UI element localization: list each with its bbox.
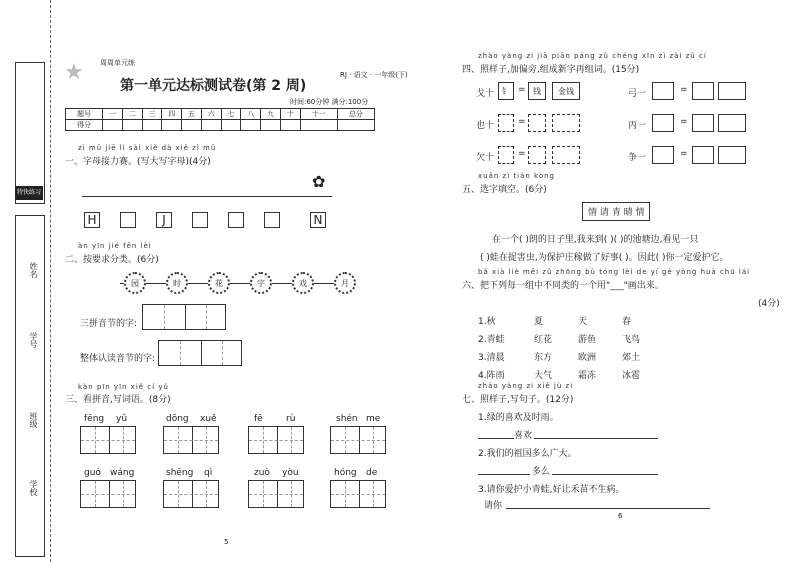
flower-rope [120, 283, 356, 284]
letter-box: J [156, 212, 172, 228]
q6-cell[interactable]: 天 [578, 317, 588, 327]
score-table: 题号 一 二 三 四 五 六 七 八 九 十 十一 总分 得分 [65, 108, 375, 131]
q4-char-box[interactable] [528, 146, 546, 164]
word-pinyin: me [366, 414, 381, 424]
q7-example: 2.我们的祖国多么广大。 [478, 449, 577, 459]
q6-cell[interactable]: 1.秋 [478, 317, 496, 327]
word-pinyin: rù [286, 414, 296, 424]
q7-text: 七、照样子,写句子。(12分) [462, 395, 574, 405]
meta-right: RJ · 语文 · 一年级(下) [340, 71, 408, 79]
word-pinyin: shén [336, 414, 358, 424]
q3-text: 三、看拼音,写词语。(8分) [65, 395, 171, 405]
equals: = [680, 117, 688, 127]
write-grid[interactable] [248, 426, 304, 454]
flower-char: 园 [124, 272, 146, 294]
q4-right-box[interactable] [692, 146, 714, 164]
q4-pinyin: zhào yàng zi jiā piān páng zǔ chéng xīn zì zài zǔ cí [478, 52, 707, 60]
q7-blank[interactable] [552, 474, 658, 475]
word-pinyin: fēng [84, 414, 105, 424]
time-score: 时间:60分钟 满分:100分 [290, 98, 369, 106]
word-pinyin: dōng [166, 414, 189, 424]
q4-radical-box[interactable] [498, 146, 514, 164]
word-pinyin: yǔ [116, 414, 128, 424]
side-label-no: 学号 [29, 332, 38, 348]
q4-row-a: 也十 [476, 121, 495, 131]
q3-pinyin: kàn pīn yīn xiě cí yǔ [78, 383, 169, 391]
q4-radical-box: 钅 [498, 82, 514, 100]
q4-text: 四、照样子,加偏旁,组成新字再组词。(15分) [462, 65, 640, 75]
q7-fill-word: 多么 [532, 467, 551, 477]
q5-pinyin: xuǎn zì tián kòng [478, 172, 555, 180]
equals: = [680, 149, 688, 159]
q2-label-b: 整体认读音节的字: [80, 354, 156, 364]
q7-blank[interactable] [506, 508, 710, 509]
page-number-left: 5 [224, 538, 229, 546]
q7-pinyin: zhào yàng zi xiě jù zi [478, 382, 574, 390]
flower-char: 月 [334, 272, 356, 294]
binding-strip [15, 62, 45, 204]
q7-blank[interactable] [534, 438, 658, 439]
letter-box[interactable] [120, 212, 136, 228]
q4-right-row: 丙一 [628, 121, 647, 131]
q6-cell[interactable]: 欧洲 [578, 353, 597, 363]
q6-cell[interactable]: 东方 [534, 353, 553, 363]
q2-label-a: 三拼音节的字: [80, 319, 138, 329]
flower-decor: ✿ [312, 172, 326, 191]
q4-right-word[interactable] [718, 146, 746, 164]
write-grid[interactable] [80, 426, 136, 454]
q5-text: 五、选字填空。(6分) [462, 185, 547, 195]
word-pinyin: yòu [282, 468, 299, 478]
q6-pinyin: bǎ xià liè měi zǔ zhōng bù tóng lèi de yí gè yòng huà chū lái [478, 268, 751, 276]
word-pinyin: wáng [110, 468, 135, 478]
q7-example: 1.绿的喜欢及时雨。 [478, 413, 559, 423]
header-tag: 周周单元练 [100, 59, 135, 67]
q4-right-box[interactable] [692, 114, 714, 132]
q4-char-box[interactable] [528, 114, 546, 132]
q6-cell[interactable]: 夏 [534, 317, 544, 327]
q6-cell[interactable]: 郊土 [622, 353, 641, 363]
q4-row-a: 欠十 [476, 153, 495, 163]
q6-cell[interactable]: 2.青蛙 [478, 335, 505, 345]
q6-cell[interactable]: 4.阵雨 [478, 371, 505, 381]
side-label-school: 学校 [29, 480, 38, 496]
q7-fill-word: 喜欢 [514, 431, 533, 441]
q2-text: 二、按要求分类。(6分) [65, 255, 159, 265]
q1-pinyin: zì mǔ jiē lì sài xiě dà xiě zì mǔ [78, 144, 217, 152]
word-pinyin: xuě [200, 414, 217, 424]
fold-line [50, 0, 51, 562]
q5-line2: ( )蛙在捉害虫,为保护庄稼做了好事( )。因此( )你一定爱护它。 [480, 253, 729, 263]
q4-row-a: 戈十 [476, 89, 495, 99]
word-pinyin: shēng [166, 468, 194, 478]
q4-right-box[interactable] [652, 114, 674, 132]
q2-answer-box-a[interactable] [142, 304, 226, 330]
q6-score: (4分) [758, 299, 780, 309]
flower-char: 花 [208, 272, 230, 294]
letter-box: N [310, 212, 326, 228]
side-label-class: 班级 [29, 412, 38, 428]
letter-box: H [84, 212, 100, 228]
q6-cell[interactable]: 3.清晨 [478, 353, 505, 363]
word-pinyin: guó [84, 468, 101, 478]
q2-pinyin: àn yīn jié fēn lèi [78, 242, 152, 250]
q4-word-box[interactable] [552, 146, 580, 164]
q6-cell[interactable]: 红花 [534, 335, 553, 345]
letter-box[interactable] [192, 212, 208, 228]
side-label-name: 姓名 [29, 262, 38, 278]
write-grid[interactable] [80, 480, 136, 508]
q5-line1: 在一个( )朗的日子里,我来到( )( )的池塘边,看见一只 [492, 235, 699, 245]
q7-fill-word: 请你 [484, 501, 503, 511]
flower-char: 时 [166, 272, 188, 294]
q4-radical-box[interactable] [498, 114, 514, 132]
word-pinyin: qì [204, 468, 213, 478]
equals: = [680, 85, 688, 95]
q7-blank[interactable] [478, 438, 514, 439]
letter-box[interactable] [228, 212, 244, 228]
q4-right-word[interactable] [718, 114, 746, 132]
q4-right-box[interactable] [652, 82, 674, 100]
q1-text: 一、字母接力赛。(写大写字母)(4分) [65, 157, 211, 167]
word-pinyin: de [366, 468, 378, 478]
side-tag: 特快练习 [15, 186, 43, 200]
flower-char: 戏 [292, 272, 314, 294]
q4-right-row: 争一 [628, 153, 647, 163]
word-pinyin: hóng [334, 468, 357, 478]
q2-answer-box-b[interactable] [158, 340, 242, 366]
q1-rope [82, 196, 332, 197]
equals: = [518, 85, 526, 95]
q5-choices: 情 请 青 晴 情 [582, 202, 650, 221]
equals: = [518, 149, 526, 159]
q4-word-box[interactable] [552, 114, 580, 132]
write-grid[interactable] [163, 480, 219, 508]
star-icon: ★ [64, 60, 84, 85]
page-number-right: 6 [618, 512, 623, 520]
q4-right-box[interactable] [652, 146, 674, 164]
page-title: 第一单元达标测试卷(第 2 周) [120, 78, 307, 94]
write-grid[interactable] [330, 480, 386, 508]
write-grid[interactable] [330, 426, 386, 454]
q6-cell[interactable]: 大气 [534, 371, 553, 381]
word-pinyin: fē [254, 414, 263, 424]
q6-cell[interactable]: 游鱼 [578, 335, 597, 345]
q4-char-box: 钱 [528, 82, 546, 100]
q4-right-row: 弓一 [628, 89, 647, 99]
write-grid[interactable] [248, 480, 304, 508]
q6-text: 六、把下列每一组中不同类的一个用"___"画出来。 [462, 281, 664, 291]
q6-cell[interactable]: 冰雹 [622, 371, 641, 381]
q6-cell[interactable]: 霜冻 [578, 371, 597, 381]
equals: = [518, 117, 526, 127]
letter-box[interactable] [264, 212, 280, 228]
q4-word-box: 金钱 [552, 82, 580, 100]
flower-char: 字 [250, 272, 272, 294]
q7-example: 3.请你爱护小青蛙,好让禾苗不生病。 [478, 485, 625, 495]
write-grid[interactable] [163, 426, 219, 454]
q4-right-word[interactable] [718, 82, 746, 100]
q4-right-box[interactable] [692, 82, 714, 100]
word-pinyin: zuò [254, 468, 270, 478]
q6-cell[interactable]: 飞鸟 [622, 335, 641, 345]
q6-cell[interactable]: 春 [622, 317, 632, 327]
q7-blank[interactable] [478, 474, 530, 475]
